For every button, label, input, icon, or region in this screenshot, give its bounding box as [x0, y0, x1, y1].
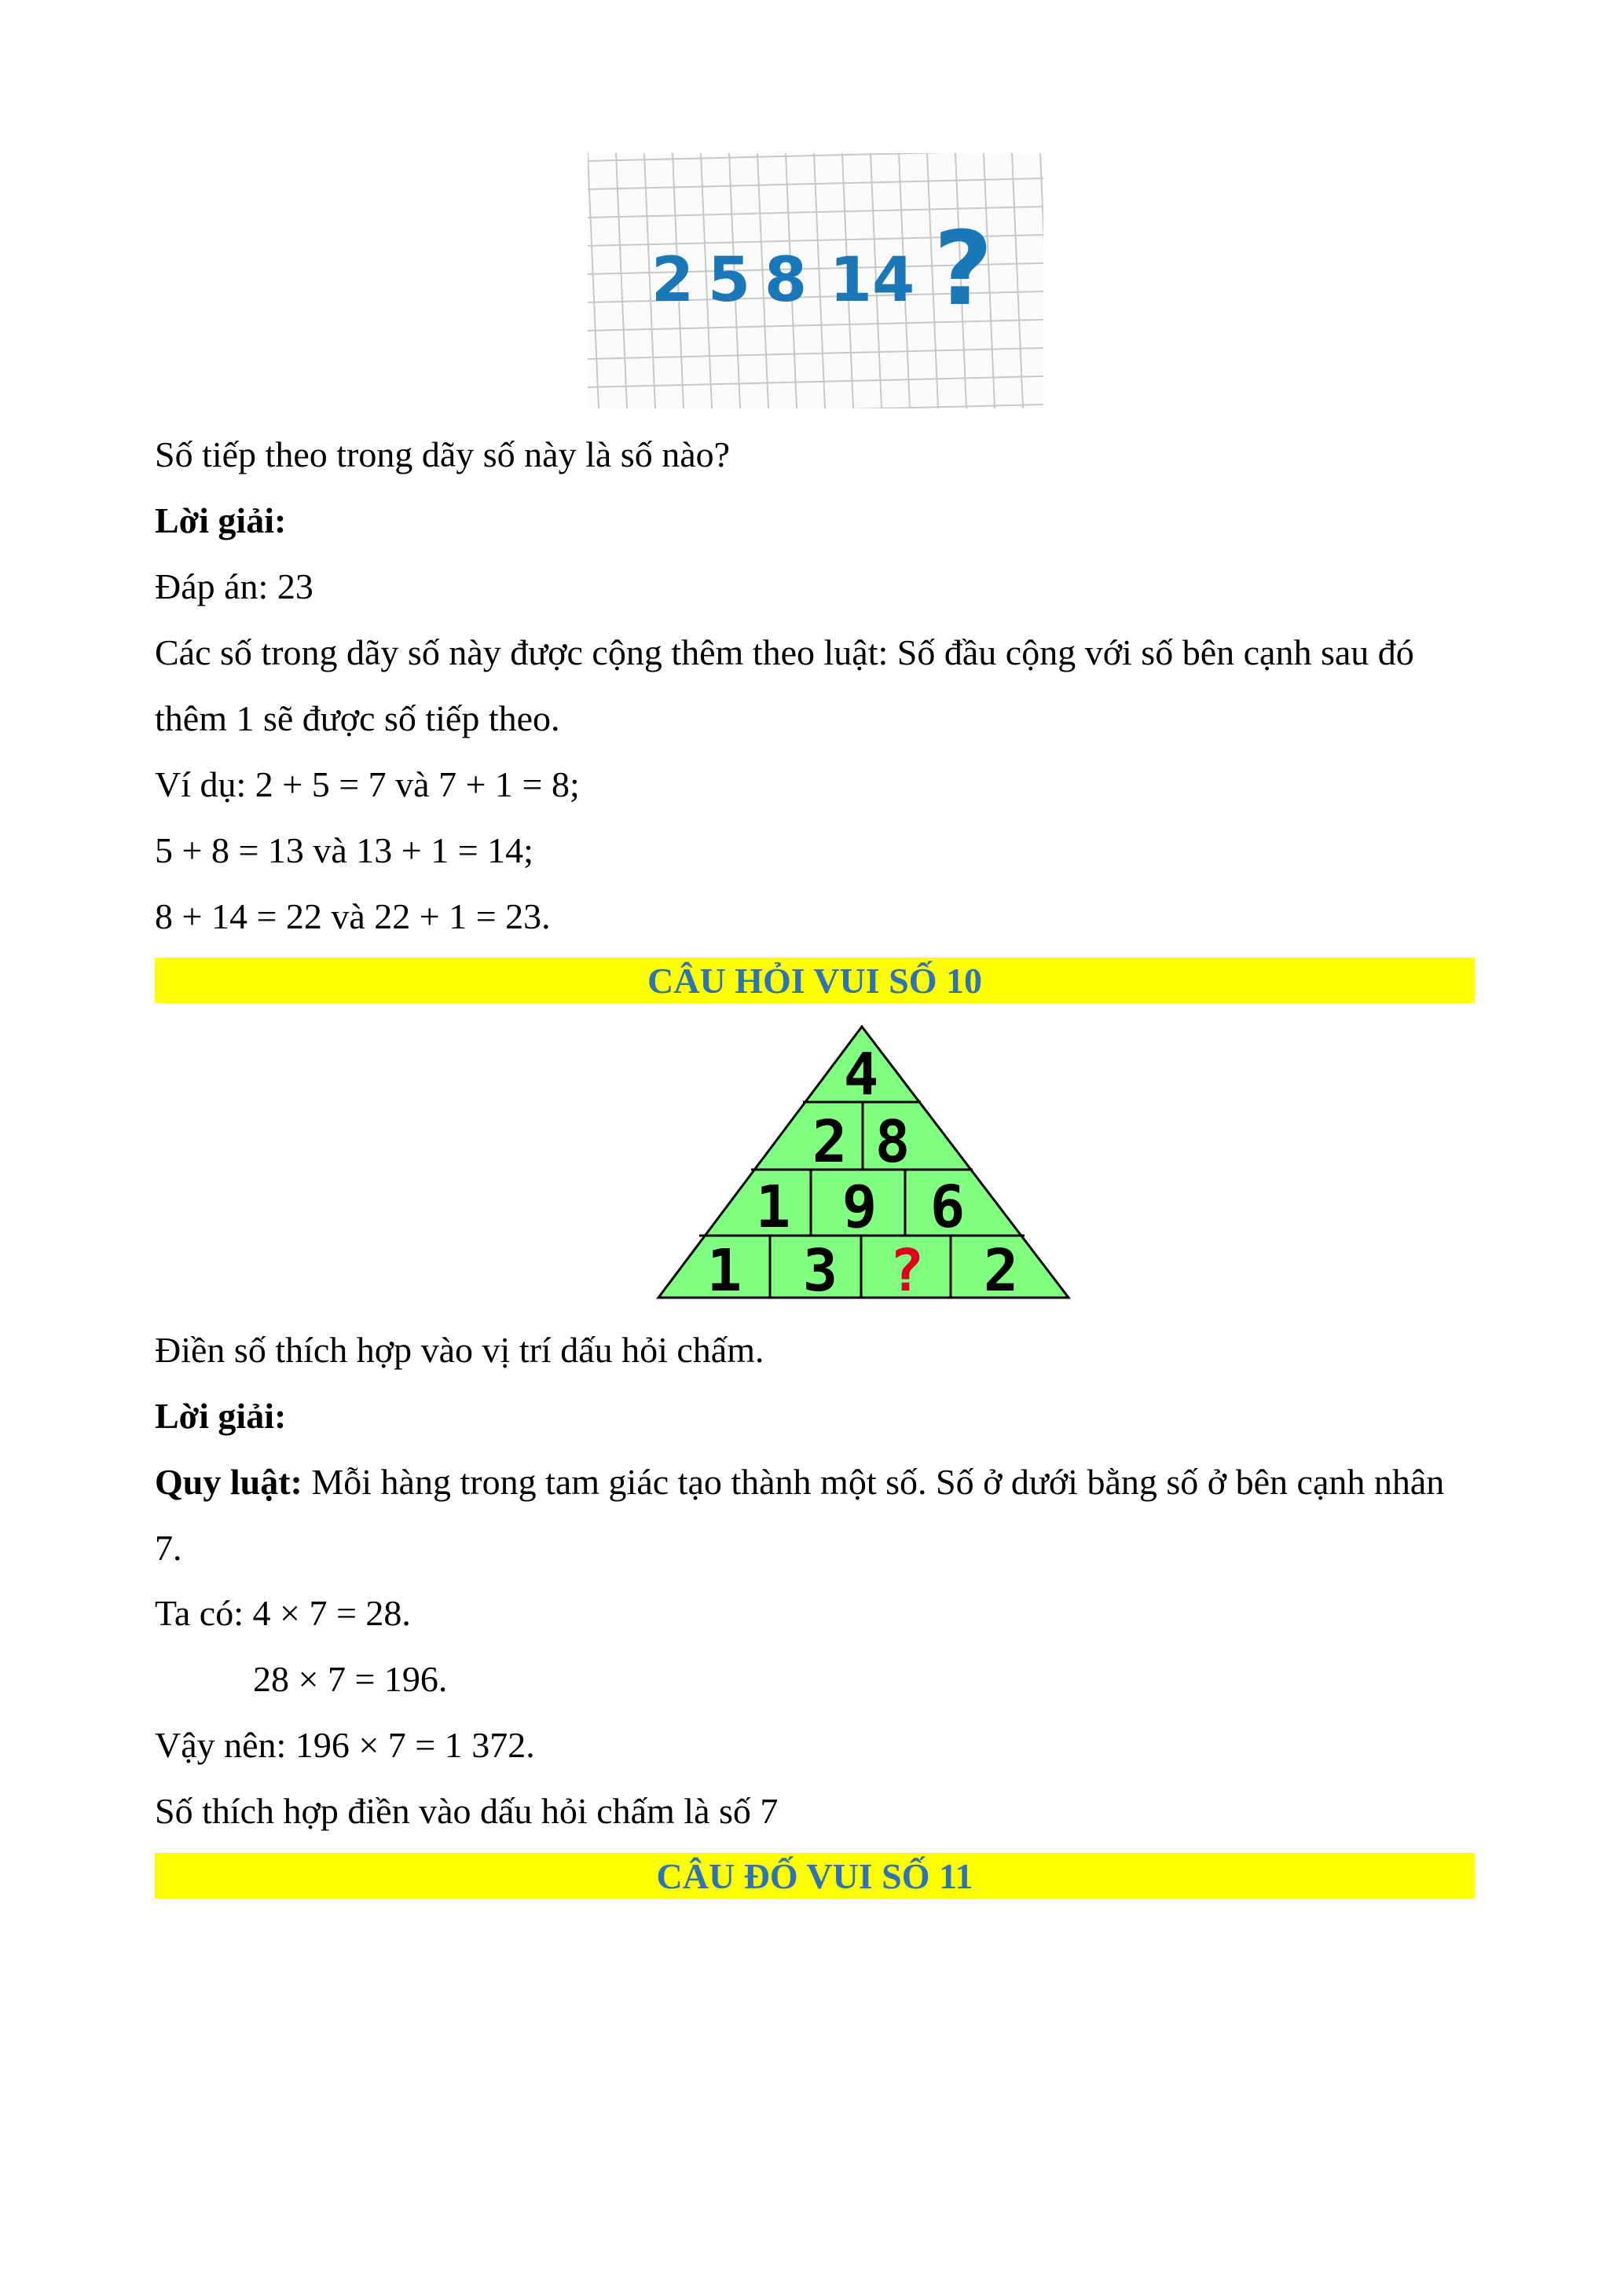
pyramid-number: 1	[755, 1174, 791, 1241]
rule-label: Quy luật:	[155, 1462, 302, 1502]
sequence-number: 5	[707, 245, 751, 316]
pyramid-number: 3	[802, 1237, 838, 1302]
puzzle9-rule: Các số trong dãy số này được cộng thêm theo luật: Số đầu cộng với số bên cạnh sau đó thêm 1 sẽ được số tiếp theo.	[155, 632, 1414, 738]
puzzle11-heading: CÂU ĐỐ VUI SỐ 11	[155, 1853, 1475, 1899]
sequence-number: 14	[829, 245, 915, 316]
pyramid-number: 4	[843, 1041, 879, 1108]
puzzle9-example-3: 8 + 14 = 22 và 22 + 1 = 23.	[155, 896, 551, 936]
puzzle10-calc-2: 28 × 7 = 196.	[253, 1659, 448, 1699]
puzzle10-conclusion: Vậy nên: 196 × 7 = 1 372.	[155, 1725, 535, 1765]
puzzle9-question: Số tiếp theo trong dãy số này là số nào?	[155, 434, 731, 474]
question-mark: ?	[933, 209, 993, 328]
puzzle10-solution-label: Lời giải:	[155, 1396, 287, 1436]
sequence-number: 8	[764, 245, 808, 316]
pyramid-number: 1	[706, 1237, 742, 1302]
puzzle10-calc-1: Ta có: 4 × 7 = 28.	[155, 1593, 411, 1633]
puzzle9-example-1: Ví dụ: 2 + 5 = 7 và 7 + 1 = 8;	[155, 764, 580, 804]
puzzle9-solution-label: Lời giải:	[155, 500, 287, 540]
pyramid-number: 6	[929, 1174, 966, 1241]
rule-text: Mỗi hàng trong tam giác tạo thành một số. Số ở dưới bằng số ở bên cạnh nhân 7.	[155, 1462, 1445, 1568]
puzzle9-answer: Đáp án: 23	[155, 566, 313, 606]
pyramid-number: 2	[983, 1237, 1019, 1302]
puzzle10-rule	[155, 1449, 1475, 1581]
pyramid-number: 2	[812, 1108, 848, 1176]
sequence-number: 2	[651, 245, 695, 316]
pyramid-number: 9	[841, 1174, 878, 1241]
puzzle10-answer: Số thích hợp điền vào dấu hỏi chấm là số 7	[155, 1791, 779, 1831]
number-pyramid-image	[655, 1023, 1072, 1302]
puzzle10-heading: CÂU HỎI VUI SỐ 10	[155, 958, 1475, 1003]
number-sequence-image	[588, 153, 1043, 408]
puzzle9-example-2: 5 + 8 = 13 và 13 + 1 = 14;	[155, 830, 533, 870]
pyramid-question-mark: ?	[889, 1237, 925, 1302]
pyramid-number: 8	[874, 1108, 911, 1176]
puzzle10-question: Điền số thích hợp vào vị trí dấu hỏi chấm.	[155, 1330, 764, 1370]
